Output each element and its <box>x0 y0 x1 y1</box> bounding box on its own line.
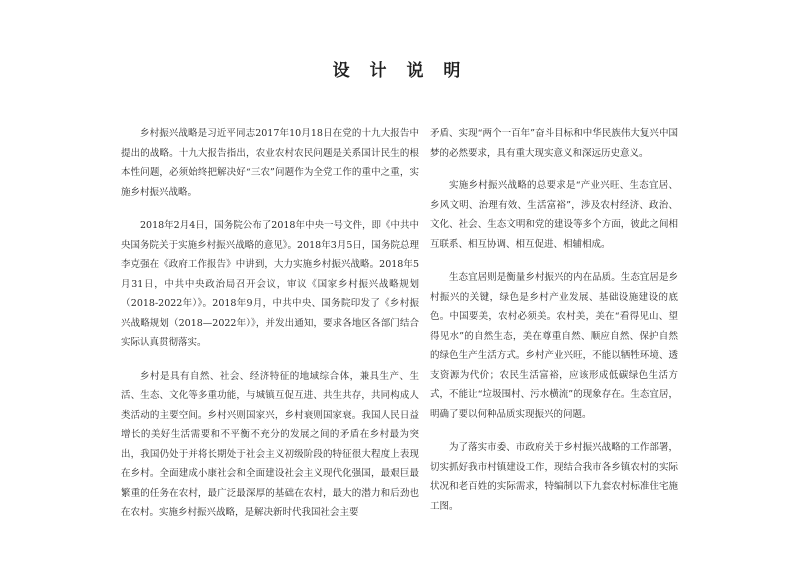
paragraph-policy-timeline: 2018年2月4日，国务院公布了2018年中央一号文件，即《中共中央国务院关于实施乡村振兴战略的意见》。2018年3月5日，国务院总理李克强在《政府工作报告》中讲到，大力实施乡村振兴战略。2018年5月31日，中共中央政治局召开会议，审议《国家乡村振兴战略规划（2018-2022年）》。2018年9月，中共中央、国务院印发了《乡村振兴战略规划（2018—2022年）》，并发出通知，要求各地区各部门结合实际认真贯彻落实。 <box>121 220 419 348</box>
right-column <box>430 124 678 530</box>
paragraph-continuation: 矛盾、实现“两个一百年”奋斗目标和中华民族伟大复兴中国梦的必然要求，具有重大现实意义和深远历史意义。 <box>430 128 678 159</box>
paragraph-ecological-livability: 生态宜居则是衡量乡村振兴的内在品质。生态宜居是乡村振兴的关键，绿色是乡村产业发展、基础设施建设的底色。中国要美，农村必须美。农村美，美在“看得见山、望得见水”的自然生态，美在尊重自然、顺应自然、保护自然的绿色生产生活方式。乡村产业兴旺，不能以牺牲环境、透支资源为代价；农民生活富裕，应该形成低碳绿色生活方式，不能让“垃圾围村、污水横流”的现象存在。生态宜居，明确了要以何种品质实现振兴的问题。 <box>430 272 678 420</box>
paragraph-strategy-origin: 乡村振兴战略是习近平同志2017年10月18日在党的十九大报告中提出的战略。十九大报告指出，农业农村农民问题是关系国计民生的根本性问题，必须始终把解决好“三农”问题作为全党工作的重中之重，实施乡村振兴战略。 <box>121 128 419 198</box>
page-title: 设 计 说 明 <box>332 61 468 81</box>
paragraph-general-requirements: 实施乡村振兴战略的总要求是“产业兴旺、生态宜居、乡风文明、治理有效、生活富裕”，涉及农村经济、政治、文化、社会、生态文明和党的建设等多个方面，彼此之间相互联系、相互协调、相互促进、相辅相成。 <box>430 180 678 250</box>
paragraph-rural-significance: 乡村是具有自然、社会、经济特征的地域综合体，兼具生产、生活、生态、文化等多重功能，与城镇互促互进、共生共存，共同构成人类活动的主要空间。乡村兴则国家兴，乡村衰则国家衰。我国人民日益增长的美好生活需要和不平衡不充分的发展之间的矛盾在乡村最为突出，我国仍处于并将长期处于社会主义初级阶段的特征很大程度上表现在乡村。全面建成小康社会和全面建设社会主义现代化强国，最艰巨最繁重的任务在农村，最广泛最深厚的基础在农村，最大的潜力和后劲也在农村。实施乡村振兴战略，是解决新时代我国社会主要 <box>121 370 419 518</box>
left-column <box>121 124 419 537</box>
paragraph-implementation: 为了落实市委、市政府关于乡村振兴战略的工作部署，切实抓好我市村镇建设工作，现结合我市各乡镇农村的实际状况和老百姓的实际需求，特编制以下九套农村标准住宅施工图。 <box>430 442 678 512</box>
